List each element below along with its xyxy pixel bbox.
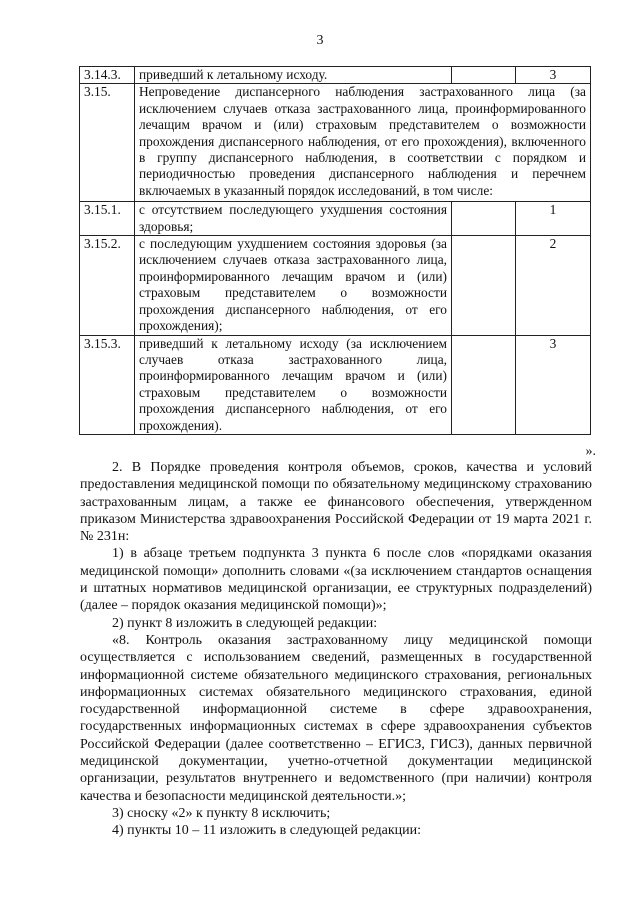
- row-empty-cell: [452, 335, 516, 434]
- closing-quote: ».: [585, 444, 596, 459]
- row-value: 3: [516, 67, 591, 84]
- row-text: с отсутствием последующего ухудшения состояния здоровья;: [135, 202, 452, 236]
- table-row: [80, 202, 591, 236]
- table-row: [80, 67, 591, 84]
- amendment-table: [79, 66, 591, 435]
- row-number: 3.15.: [80, 84, 135, 202]
- page-number: 3: [316, 33, 324, 48]
- table-row: [80, 335, 591, 434]
- row-empty-cell: [452, 236, 516, 335]
- document-body: [80, 459, 592, 840]
- row-number: 3.14.3.: [80, 67, 135, 84]
- row-empty-cell: [452, 202, 516, 236]
- table-row: [80, 236, 591, 335]
- paragraph: 2) пункт 8 изложить в следующей редакции:: [112, 615, 378, 631]
- row-value: 3: [516, 335, 591, 434]
- paragraph: 1) в абзаце третьем подпункта 3 пункта 6 после слов «порядками оказания медицинской помощи» дополнить словами «(за исключением стандартов оснащения и штатных нормативов медицинской организации, ее структурных подразделений) (далее – порядок оказания медицинской помощи)»;: [80, 546, 592, 614]
- row-value: 1: [516, 202, 591, 236]
- row-number: 3.15.2.: [80, 236, 135, 335]
- row-text: Непроведение диспансерного наблюдения застрахованного лица (за исключением случаев отказа застрахованного лица, проинформированного лечащим врачом и (или) страховым представителем о возможности прохождения диспансерного наблюдения, от его прохождения), включенного в группу диспансерного наблюдения, в соответствии с порядком и периодичностью проведения диспансерного наблюдения и перечнем включаемых в указанный порядок исследований, в том числе:: [135, 84, 591, 202]
- table-row: [80, 84, 591, 202]
- row-text: приведший к летальному исходу.: [135, 67, 452, 84]
- row-text: с последующим ухудшением состояния здоровья (за исключением случаев отказа застрахованного лица, проинформированного лечащим врачом и (или) страховым представителем о возможности прохождения диспансерного наблюдения, от его прохождения);: [135, 236, 452, 335]
- row-empty-cell: [452, 67, 516, 84]
- paragraph: 3) сноску «2» к пункту 8 исключить;: [112, 805, 331, 821]
- row-number: 3.15.3.: [80, 335, 135, 434]
- paragraph: 4) пункты 10 – 11 изложить в следующей редакции:: [112, 823, 422, 839]
- paragraph: 2. В Порядке проведения контроля объемов, сроков, качества и условий предоставления медицинской помощи по обязательному медицинскому страхованию застрахованным лицам, а также ее финансового обеспечения, утвержденном приказом Министерства здравоохранения Российской Федерации от 19 марта 2021 г. № 231н:: [80, 460, 592, 545]
- row-number: 3.15.1.: [80, 202, 135, 236]
- row-value: 2: [516, 236, 591, 335]
- row-text: приведший к летальному исходу (за исключением случаев отказа застрахованного лица, проинформированного лечащим врачом и (или) страховым представителем о возможности прохождения диспансерного наблюдения, от его прохождения).: [135, 335, 452, 434]
- paragraph: «8. Контроль оказания застрахованному лицу медицинской помощи осуществляется с использованием сведений, размещенных в государственной информационной системе обязательного медицинского страхования, региональных информационных системах обязательного медицинского страхования, единой государственной информационной системе в сфере здравоохранения, государственных информационных системах в сфере здравоохранения субъектов Российской Федерации (далее соответственно – ЕГИСЗ, ГИСЗ), данных первичной медицинской документации, учетно-отчетной документации медицинской организации, результатов внутреннего и ведомственного (при наличии) контроля качества и безопасности медицинской деятельности.»;: [80, 632, 592, 804]
